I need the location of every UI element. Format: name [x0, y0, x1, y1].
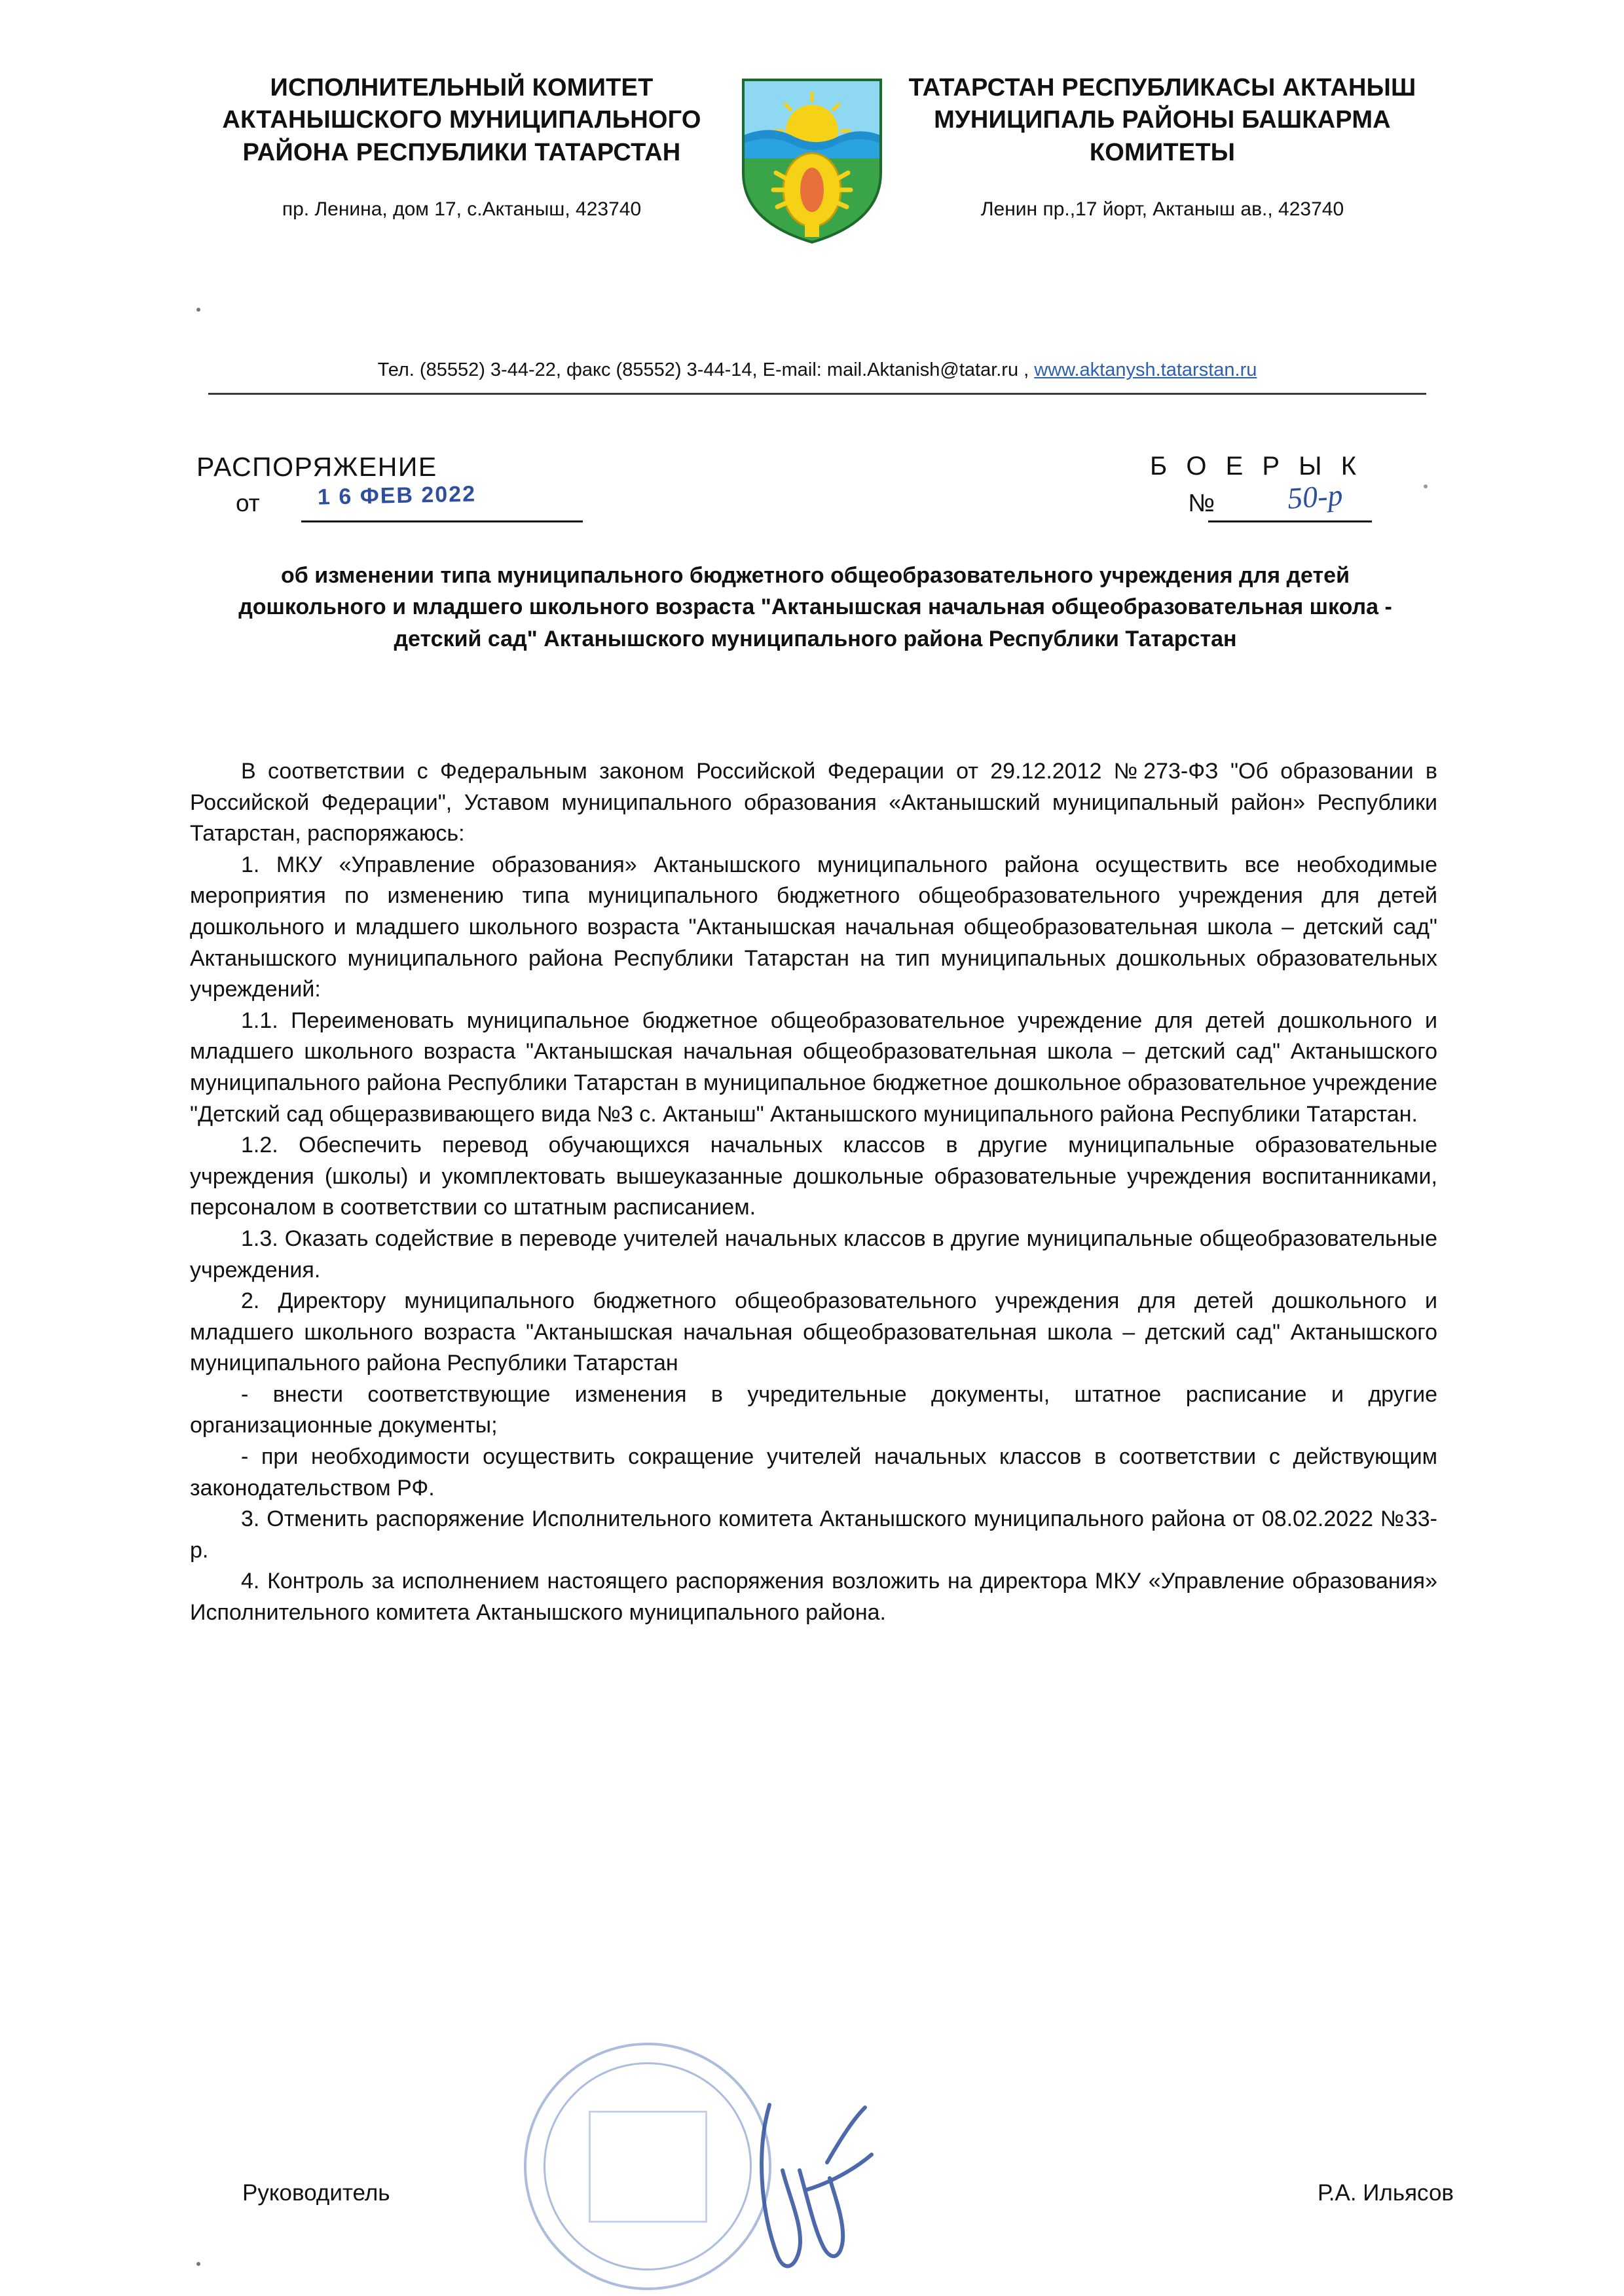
- signer-name: Р.А. Ильясов: [1318, 2180, 1454, 2206]
- order-meta-row: [196, 452, 1441, 524]
- scan-artifact-dot: [196, 308, 200, 312]
- body-paragraph: 3. Отменить распоряжение Исполнительного комитета Актанышского муниципального района от 08.02.2022 №33-р.: [190, 1506, 1437, 1563]
- header-divider: [208, 393, 1426, 395]
- contact-text: Тел. (85552) 3-44-22, факс (85552) 3-44-14, E-mail: mail.Aktanish@tatar.ru ,: [377, 359, 1035, 380]
- website-link[interactable]: www.aktanysh.tatarstan.ru: [1034, 359, 1257, 380]
- body-paragraph: 1.2. Обеспечить перевод обучающихся начальных классов в другие муниципальные образовательные учреждения (школы) и укомплектовать вышеуказанные дошкольные образовательные учреждения воспитанниками, персоналом в соответствии со штатным расписанием.: [190, 1133, 1437, 1220]
- body-paragraph: - при необходимости осуществить сокращение учителей начальных классов в соответствии с действующим законодательством РФ.: [190, 1444, 1437, 1501]
- signature-row: [242, 2180, 1454, 2206]
- document-body: [190, 756, 1437, 1629]
- organization-name-ru: ИСПОЛНИТЕЛЬНЫЙ КОМИТЕТ АКТАНЫШСКОГО МУНИЦИПАЛЬНОГО РАЙОНА РЕСПУБЛИКИ ТАТАРСТАН: [222, 74, 701, 166]
- body-paragraph: 1. МКУ «Управление образования» Актанышского муниципального района осуществить все необходимые мероприятия по изменению типа муниципального бюджетного общеобразовательного учреждения для детей дошкольного и младшего школьного возраста "Актанышская начальная общеобразовательная школа – детский сад" Актанышского муниципального района Республики Татарстан на тип муниципальных дошкольных образовательных учреждений:: [190, 852, 1437, 1002]
- organization-name-tt: ТАТАРСТАН РЕСПУБЛИКАСЫ АКТАНЫШ МУНИЦИПАЛЬ РАЙОНЫ БАШКАРМА КОМИТЕТЫ: [908, 74, 1416, 166]
- contact-section: [208, 357, 1426, 395]
- document-header: [190, 72, 1434, 245]
- body-paragraph: 2. Директору муниципального бюджетного общеобразовательного учреждения для детей дошкольного и младшего школьного возраста "Актанышская начальная общеобразовательная школа – детский сад" Актанышского муниципального района Республики Татарстан: [190, 1288, 1437, 1376]
- scan-artifact-dot: [196, 2262, 200, 2266]
- header-right-block: [891, 72, 1434, 222]
- body-paragraph: 4. Контроль за исполнением настоящего распоряжения возложить на директора МКУ «Управление образования» Исполнительного комитета Актанышского муниципального района.: [190, 1569, 1437, 1626]
- document-type-label: РАСПОРЯЖЕНИЕ: [196, 452, 437, 482]
- signer-role: Руководитель: [242, 2180, 390, 2206]
- organization-address-ru: пр. Ленина, дом 17, с.Актаныш, 423740: [282, 198, 642, 221]
- coat-of-arms-icon: [737, 75, 887, 245]
- organization-address-tt: Ленин пр.,17 йорт, Актаныш ав., 423740: [980, 198, 1344, 221]
- contact-line: [208, 357, 1426, 384]
- document-type-label-tt: Б О Е Р Ы К: [1150, 452, 1362, 481]
- body-paragraph: - внести соответствующие изменения в учредительные документы, штатное расписание и другие организационные документы;: [190, 1381, 1437, 1438]
- number-value: 50-р: [1285, 478, 1344, 515]
- date-stamp-value: 1 6 ФЕВ 2022: [317, 481, 477, 510]
- body-paragraph: 1.3. Оказать содействие в переводе учителей начальных классов в другие муниципальные общеобразовательные учреждения.: [190, 1226, 1437, 1283]
- header-left-block: [190, 72, 733, 222]
- date-label: от: [236, 490, 260, 517]
- body-paragraph: 1.1. Переименовать муниципальное бюджетное общеобразовательное учреждение для детей дошкольного и младшего школьного возраста "Актанышская начальная общеобразовательная школа – детский сад" Актанышского муниципального района Республики Татарстан в муниципальное бюджетное дошкольное образовательное учреждение "Детский сад общеразвивающего вида №3 с. Актаныш" Актанышского муниципального района Республики Татарстан.: [190, 1008, 1437, 1127]
- number-label: №: [1188, 490, 1215, 517]
- official-seal-stamp: [524, 2043, 771, 2290]
- document-subject: об изменении типа муниципального бюджетного общеобразовательного учреждения для детей дошкольного и младшего школьного возраста "Актанышская начальная общеобразовательная школа - детский сад" Актанышского муниципального района Республики Татарстан: [238, 563, 1392, 651]
- date-underline: [301, 520, 583, 522]
- number-underline: [1208, 520, 1372, 522]
- body-paragraph: В соответствии с Федеральным законом Российской Федерации от 29.12.2012 №273-ФЗ "Об образовании в Российской Федерации", Уставом муниципального образования «Актанышский муниципальный район» Республики Татарстан, распоряжаюсь:: [190, 759, 1437, 847]
